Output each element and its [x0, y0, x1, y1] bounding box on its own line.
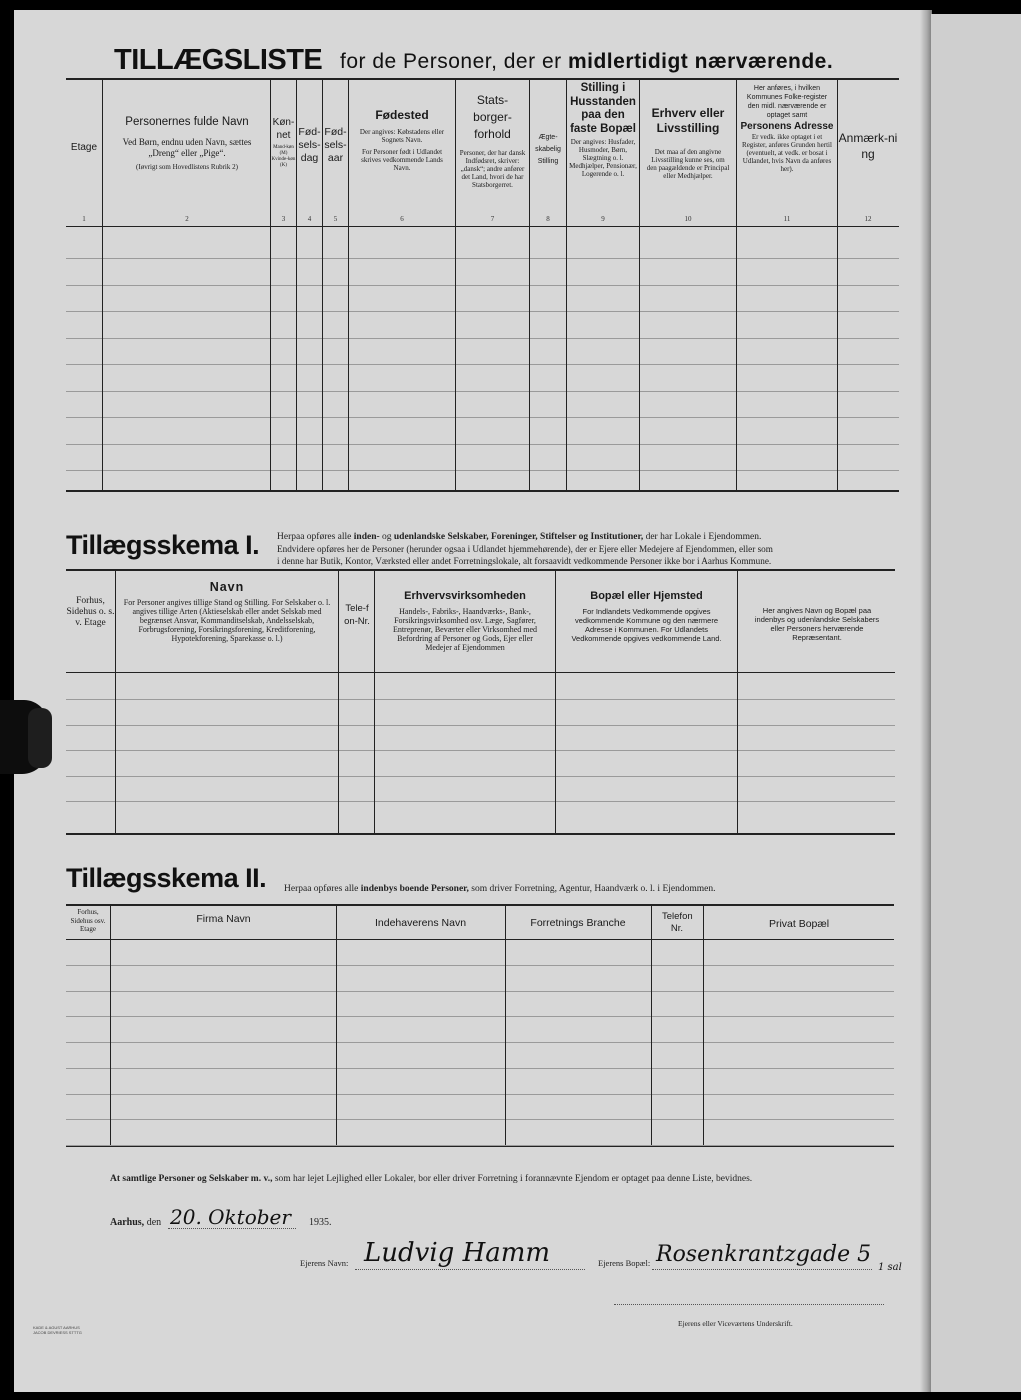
s1-col-name-desc: For Personer angives tillige Stand og Stilling. For Selskaber o. l. angives tillige Arten (Aktieselskab eller andet Selskab med begrænset Ansvar, Kommanditselskab, Andelsselskab, Forbrugsforening, Forsikringsforening, Kreditforening, Hypotekforening, Sparekasse o. l.)	[123, 598, 331, 643]
s1-col-divider	[338, 571, 339, 833]
col-num-5: 5	[333, 215, 338, 223]
owner-name-line	[355, 1269, 585, 1270]
col-remarks-title: Anmærk-ning	[838, 131, 898, 161]
s2-col-divider	[110, 906, 111, 1145]
s1-col-residence-title: Bopæl eller Hjemsted	[590, 590, 703, 602]
skema1-bottom-border	[66, 833, 895, 835]
s2-row-line	[66, 991, 894, 992]
skema1-intro-1a: Herpaa opføres alle	[277, 532, 354, 542]
owner-address-line	[652, 1269, 872, 1270]
col-name-header	[104, 116, 270, 171]
col-name-title: Personernes fulde Navn	[125, 116, 249, 128]
col-gender-title: Køn-net	[272, 117, 295, 141]
col-birthyear-title: Fød-sels-aar	[324, 126, 347, 164]
col-num-9: 9	[601, 215, 605, 223]
col-household-desc: Der angives: Husfader, Husmoder, Børn, Slægtning o. l. Medhjælper, Pensionær, Logerende o. l.	[569, 138, 637, 178]
owner-address-handwritten: Rosenkrantzgade 5	[656, 1242, 872, 1267]
printer-imprint	[33, 1325, 82, 1335]
col-name-desc: Ved Børn, endnu uden Navn, sættes „Dreng“ eller „Pige“.	[122, 137, 252, 158]
col-address-title: Personens Adresse	[740, 121, 834, 132]
skema1-intro-1c: og	[379, 532, 394, 542]
s1-row-line	[66, 750, 895, 751]
main-row-line	[66, 338, 899, 339]
s1-col-business-desc: Handels-, Fabriks-, Haandværks-, Bank-, Forsikringsvirksomhed osv. Læge, Sagfører, Entreprenør, Beværter eller Virksomhed med Befordring af Personer og Gods, Ejer eller Medejer af Ejendommen	[392, 607, 538, 652]
skema2-top-border	[66, 904, 894, 906]
s2-col-branch-title: Forretnings Branche	[530, 917, 626, 929]
col-num-3: 3	[281, 215, 286, 223]
s1-col-divider	[737, 571, 738, 833]
col-num-12: 12	[864, 215, 872, 223]
declaration-rest: som har lejet Lejlighed eller Lokaler, bor eller driver Forretning i forannævnte Ejendom er optaget paa denne Liste, bevidnes.	[272, 1174, 753, 1184]
owner-name-handwritten: Ludvig Hamm	[364, 1238, 551, 1268]
col-household-header	[567, 82, 639, 178]
s2-col-divider	[703, 906, 704, 1145]
col-address-desc: Er vedk. ikke optaget i et Register, anføres Grunden hertil (eventuelt, at vedk. er bosat i Udlandet, hvis Navn da anføres her).	[742, 133, 832, 173]
s2-col-owner-title: Indehaverens Navn	[374, 917, 467, 929]
skema1-intro-line1	[277, 531, 897, 543]
col-occupation-header	[640, 106, 736, 180]
skema1-header-bottom	[66, 672, 895, 673]
skema1-intro-1d: udenlandske Selskaber, Foreninger, Stiftelser og Institutioner,	[393, 532, 644, 542]
col-birthplace-header	[349, 108, 455, 172]
s2-col-divider	[505, 906, 506, 1145]
col-citizenship-desc: Personer, der har dansk Indfødsret, skriver: „dansk“; andre anfører det Land, hvori de har Statsborgerret.	[459, 149, 526, 189]
main-row-line	[66, 444, 899, 445]
s1-col-business-title: Erhvervsvirksomheden	[404, 590, 526, 602]
main-subtitle-bold: midlertidigt nærværende.	[567, 50, 834, 73]
main-row-line	[66, 470, 899, 471]
skema1-intro-1b: inden-	[353, 532, 380, 542]
date-line	[168, 1228, 296, 1229]
col-etage-title: Etage	[70, 142, 98, 153]
main-row-line	[66, 417, 899, 418]
col-num-4: 4	[307, 215, 312, 223]
s2-col-divider	[651, 906, 652, 1145]
skema2-intro-post: som driver Forretning, Agentur, Haandværk o. l. i Ejendommen.	[468, 884, 716, 894]
col-gender-header	[271, 116, 296, 169]
col-birthday-title: Fød-sels-dag	[298, 126, 321, 164]
s2-row-line	[66, 1145, 894, 1146]
skema2-title: Tillægsskema II.	[66, 863, 267, 893]
declaration	[110, 1174, 900, 1184]
main-row-line	[66, 311, 899, 312]
thumb-highlight	[28, 708, 52, 768]
s2-row-line	[66, 1068, 894, 1069]
main-title: TILLÆGSLISTE	[114, 44, 323, 76]
skema2-intro	[284, 883, 884, 895]
s2-col-phone-title: Telefon Nr.	[662, 911, 693, 934]
s2-col-private-title: Privat Bopæl	[768, 918, 830, 930]
col-num-2: 2	[185, 215, 189, 223]
skema1-intro-line2: Endvidere opføres her de Personer (herunder ogsaa i Udlandet hjemmehørende), der er Ejere eller Medejere af Ejendommen, eller som	[277, 544, 773, 554]
s2-row-line	[66, 1016, 894, 1017]
col-citizenship-title: Stats-borger-forhold	[473, 93, 512, 141]
col-household-title: Stilling i Husstanden paa den faste Bopæl	[570, 82, 636, 135]
main-subtitle-prefix: for de Personer, der er	[340, 50, 562, 73]
s1-col-phone-title: Tele-fon-Nr.	[344, 603, 370, 627]
col-num-11: 11	[783, 215, 791, 223]
date-handwritten: 20. Oktober	[170, 1205, 291, 1229]
skema2-intro-pre: Herpaa opføres alle	[284, 884, 361, 894]
year: 1935.	[309, 1217, 332, 1228]
main-row-line	[66, 285, 899, 286]
skema1-intro-line3: i denne har Butik, Kontor, Værksted eller andet Forretningslokale, alt forsaavidt vedkommende Personer ikke bor i Aarhus Kommune.	[277, 556, 772, 566]
s1-row-line	[66, 801, 895, 802]
col-citizenship-header	[456, 92, 529, 189]
s1-col-residence-desc: For Indlandets Vedkommende opgives vedkommende Kommune og den nærmere Adresse i Kommunen. For Udlandets Vedkommende opgives vedkommende Land.	[571, 607, 722, 643]
s2-row-line	[66, 965, 894, 966]
skema1-top-border	[66, 569, 895, 571]
s2-row-line	[66, 1094, 894, 1095]
col-name-note: (Iøvrigt som Hovedlistens Rubrik 2)	[136, 163, 238, 171]
den-label: den	[146, 1217, 162, 1228]
s1-col-etage-title: Forhus, Sidehus o. s. v. Etage	[66, 596, 115, 628]
s1-row-line	[66, 725, 895, 726]
main-col-divider	[102, 80, 103, 490]
s1-row-line	[66, 699, 895, 700]
s1-col-divider	[374, 571, 375, 833]
s2-col-firm-title: Firma Navn	[196, 913, 251, 925]
col-address-desc-top: Her anføres, i hvilken Kommunes Folke-register den midl. nærværende er optaget samt	[746, 85, 828, 119]
s1-col-name-header	[117, 580, 337, 643]
col-birthplace-title: Fødested	[375, 108, 429, 122]
s1-row-line	[66, 776, 895, 777]
skema2-header-bottom	[66, 939, 894, 940]
signature-line	[614, 1304, 884, 1305]
main-row-line	[66, 258, 899, 259]
main-row-line	[66, 391, 899, 392]
col-occupation-title: Erhverv eller Livsstilling	[651, 106, 725, 135]
s2-row-line	[66, 1119, 894, 1120]
col-birthplace-note: For Personer født i Udlandet skrives vedkommende Lands Navn.	[361, 148, 443, 172]
skema1-intro-1e: der har Lokale i Ejendommen.	[643, 532, 762, 542]
next-page-edge	[930, 14, 1021, 1392]
main-table-top-border	[66, 78, 899, 80]
s2-col-divider	[336, 906, 337, 1145]
s1-col-residence-header	[556, 590, 737, 643]
skema2-intro-bold: indenbys boende Personer,	[360, 884, 469, 894]
s1-col-divider	[115, 571, 116, 833]
skema1-title: Tillægsskema I.	[66, 530, 260, 560]
col-marital-title: Ægte-skabelig Stilling	[535, 134, 561, 165]
main-table-bottom-border	[66, 490, 899, 492]
col-gender-desc: Mand-køn (M) Kvinde-køn (K)	[271, 145, 296, 168]
col-occupation-desc: Det maa af den angivne Livsstilling kunne ses, om den paagældende er Principal eller Medhjælper.	[646, 148, 730, 180]
signature-caption: Ejerens eller Viceværtens Underskrift.	[678, 1319, 793, 1328]
owner-address-suffix: 1 sal	[878, 1262, 902, 1273]
col-num-10: 10	[684, 215, 692, 223]
declaration-bold: At samtlige Personer og Selskaber m. v.,	[110, 1174, 273, 1184]
s1-col-name-title: Navn	[209, 580, 245, 594]
s2-col-etage-title: Forhus, Sidehus osv. Etage	[70, 908, 106, 933]
main-row-line	[66, 364, 899, 365]
city-label-text: Aarhus,	[110, 1217, 145, 1228]
printer-line-1: KADE & AGUST AARHUS	[33, 1325, 80, 1330]
s2-row-line	[66, 1042, 894, 1043]
col-address-header	[737, 84, 837, 173]
main-subtitle	[340, 50, 833, 74]
col-birthplace-desc: Der angives: Købstadens eller Sognets Navn.	[359, 128, 445, 144]
s1-col-business-header	[376, 590, 554, 652]
owner-name-label: Ejerens Navn:	[300, 1258, 349, 1268]
col-num-7: 7	[490, 215, 495, 223]
skema1-intro	[277, 531, 897, 567]
col-num-6: 6	[400, 215, 404, 223]
main-table-header-bottom	[66, 226, 899, 227]
col-num-8: 8	[546, 215, 550, 223]
city-label	[110, 1217, 161, 1228]
owner-address-label: Ejerens Bopæl:	[598, 1258, 651, 1268]
col-num-1: 1	[82, 215, 86, 223]
printer-line-2: JACOB DEVRIESS STTTG	[33, 1330, 82, 1335]
s1-col-representative-desc: Her angives Navn og Bopæl paa indenbys og udenlandske Selskabers eller Personers herværende Repræsentant.	[754, 606, 880, 642]
